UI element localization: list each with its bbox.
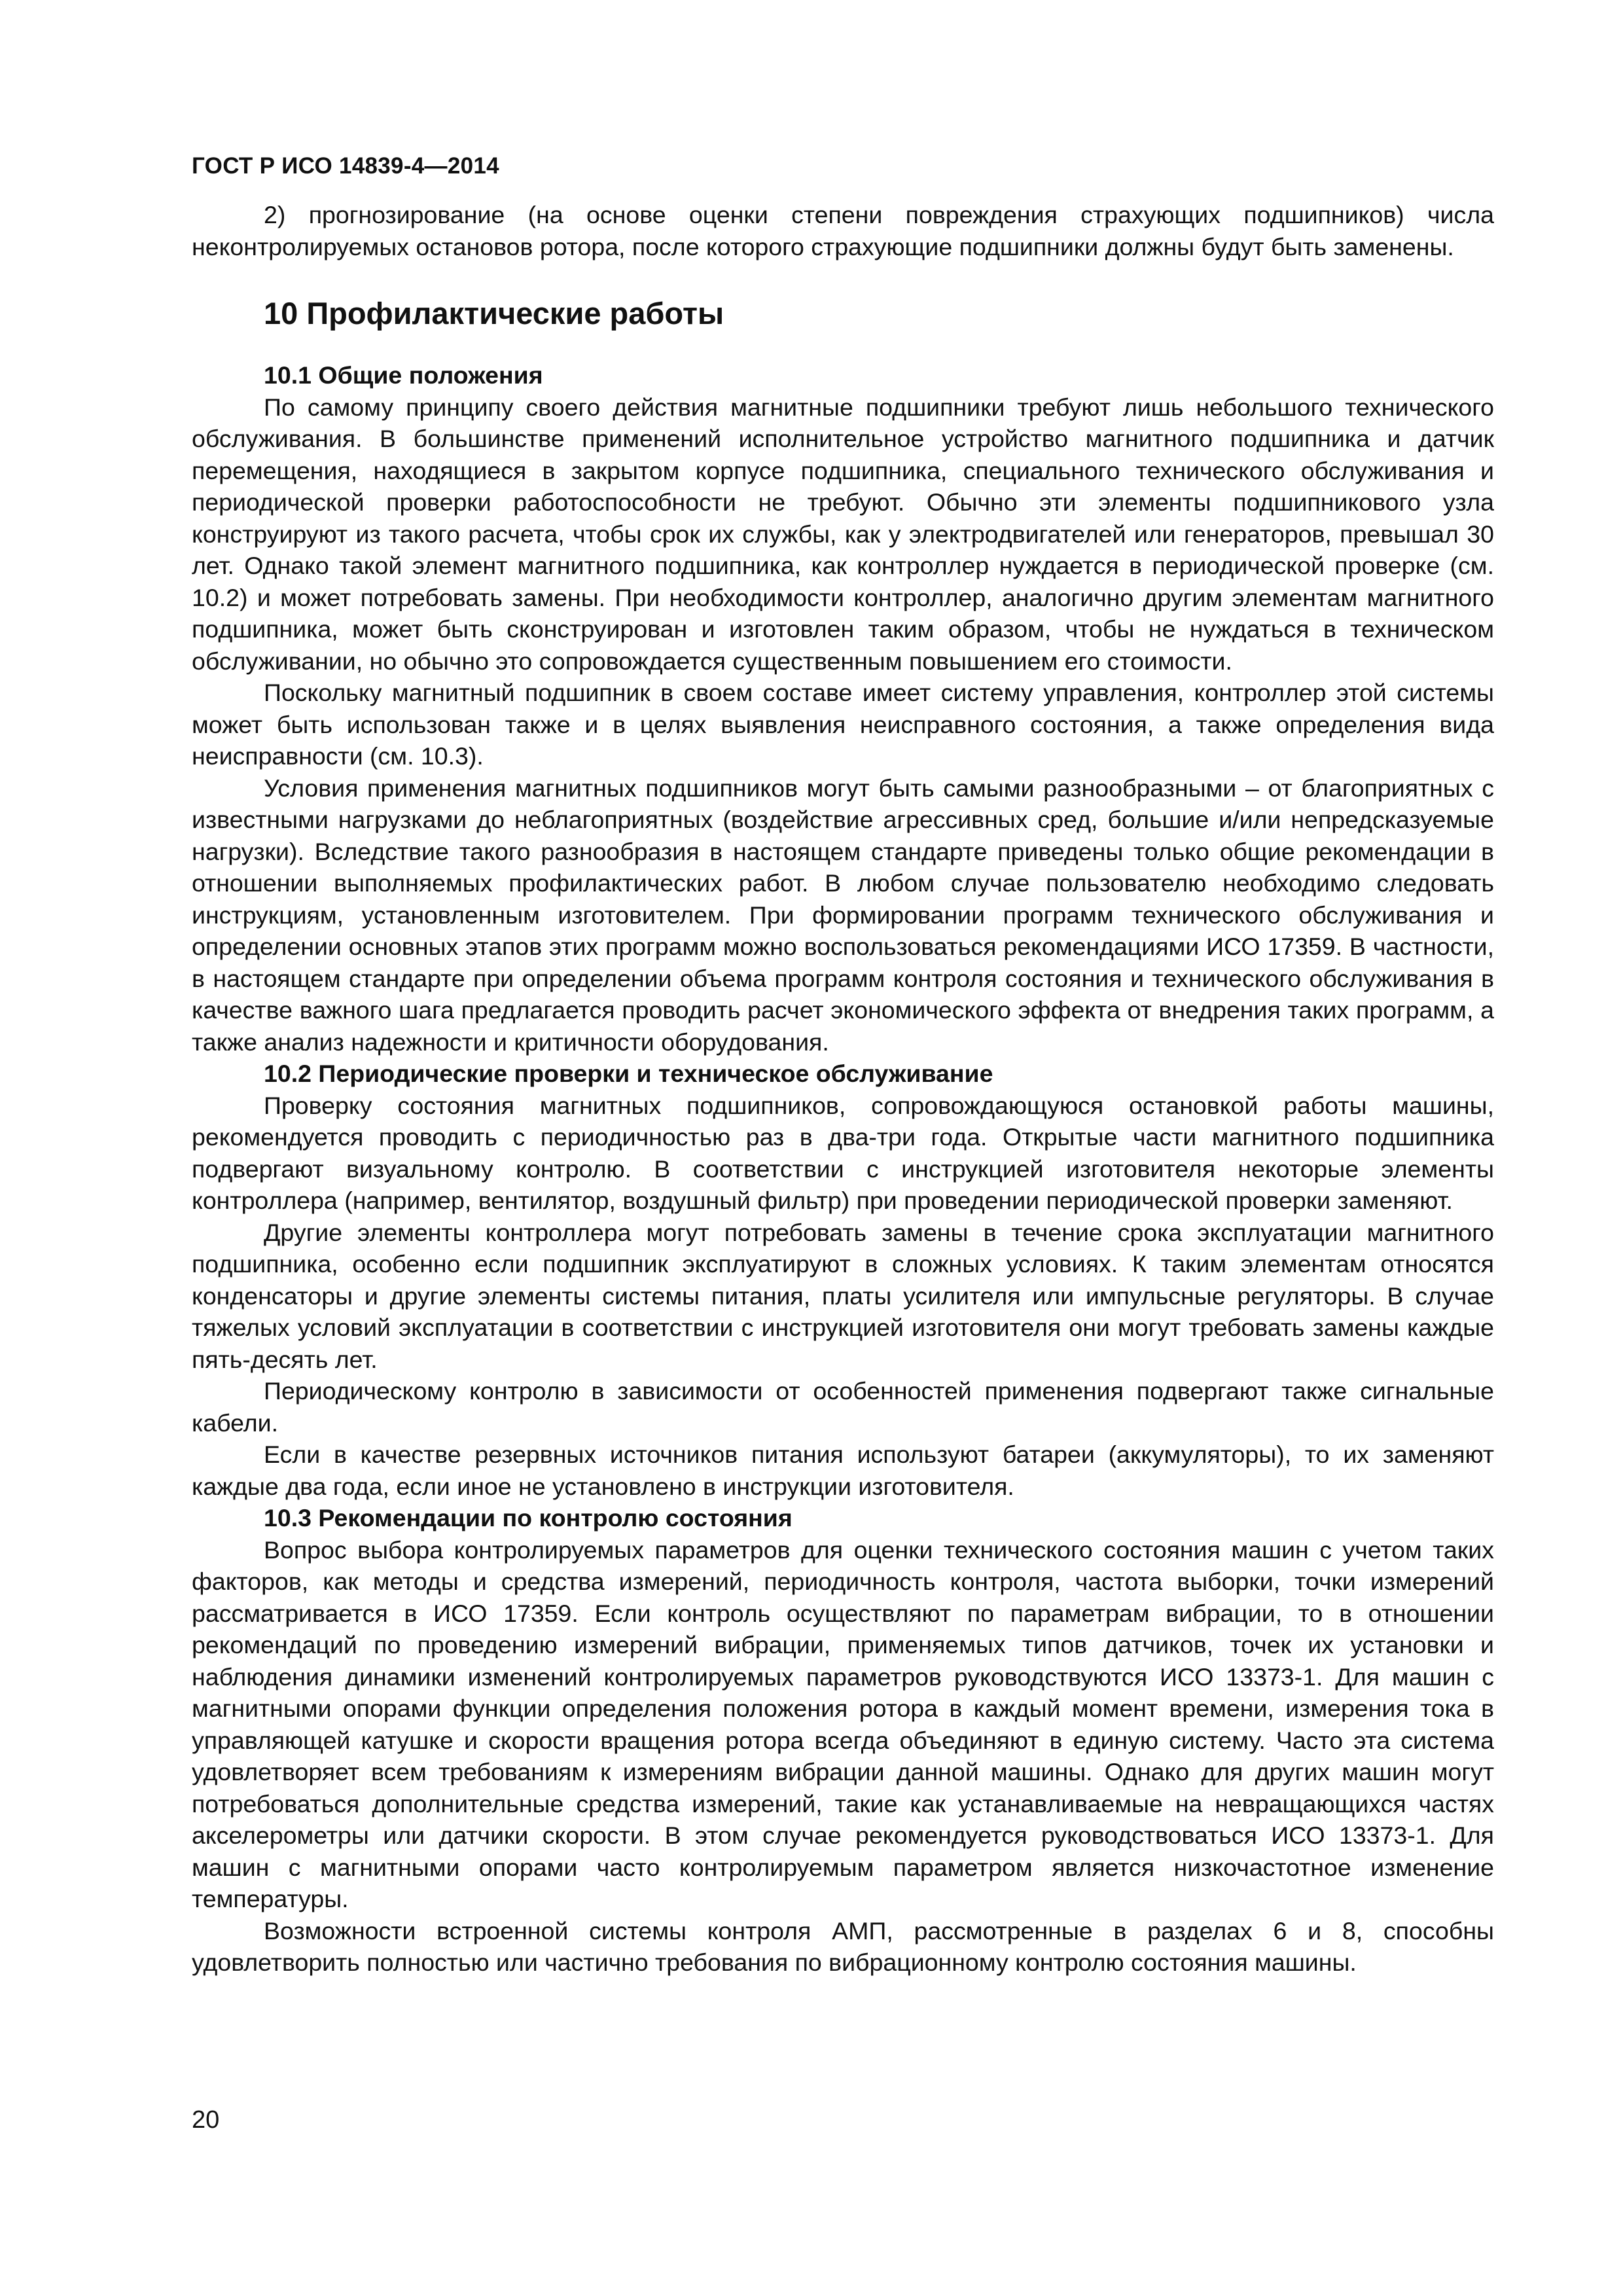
page-number: 20 [192,2106,220,2134]
paragraph: Периодическому контролю в зависимости от особенностей применения подвергают также сигнальные кабели. [192,1377,1494,1437]
paragraph: По самому принципу своего действия магнитные подшипники требуют лишь небольшого технического обслуживания. В большинстве применений исполнительное устройство магнитного подшипника и датчик перемещения, находящиеся в закрытом корпусе подшипника, специального технического обслуживания и периодической проверки работоспособности не требуют. Обычно эти элементы подшипникового узла конструируют из такого расчета, чтобы срок их службы, как у электродвигателей или генераторов, превышал 30 лет. Однако такой элемент магнитного подшипника, как контроллер нуждается в периодической проверке (см. 10.2) и может потребовать замены. При необходимости контроллер, аналогично другим элементам магнитного подшипника, может быть сконструирован и изготовлен таким образом, чтобы не нуждаться в техническом обслуживании, но обычно это сопровождается существенным повышением его стоимости. [192,393,1494,675]
paragraph: Проверку состояния магнитных подшипников, сопровождающуюся остановкой работы машины, рекомендуется проводить с периодичностью раз в два-три года. Открытые части магнитного подшипника подвергают визуальному контролю. В соответствии с инструкцией изготовителя некоторые элементы контроллера (например, вентилятор, воздушный фильтр) при проведении периодической проверки заменяют. [192,1091,1494,1214]
intro-paragraph: 2) прогнозирование (на основе оценки степени повреждения страхующих подшипников) числа неконтролируемых остановов ротора, после которого страхующие подшипники должны будут быть заменены. [192,201,1494,260]
paragraph: Возможности встроенной системы контроля АМП, рассмотренные в разделах 6 и 8, способны удовлетворить полностью или частично требования по вибрационному контролю состояния машины. [192,1916,1494,1976]
subsection-title-periodic-checks: 10.2 Периодические проверки и техническое обслуживание [264,1060,993,1087]
standard-code-header: ГОСТ Р ИСО 14839-4—2014 [192,153,499,179]
subsection-title-condition-monitoring: 10.3 Рекомендации по контролю состояния [264,1504,793,1532]
paragraph: Поскольку магнитный подшипник в своем составе имеет систему управления, контроллер этой системы может быть использован также и в целях выявления неисправного состояния, а также определения вида неисправности (см. 10.3). [192,679,1494,770]
paragraph: Другие элементы контроллера могут потребовать замены в течение срока эксплуатации магнитного подшипника, особенно если подшипник эксплуатируют в сложных условиях. К таким элементам относятся конденсаторы и другие элементы системы питания, платы усилителя или импульсные регуляторы. В случае тяжелых условий эксплуатации в соответствии с инструкцией изготовителя они могут требовать замены каждые пять-десять лет. [192,1218,1494,1373]
paragraph: Вопрос выбора контролируемых параметров для оценки технического состояния машин с учетом таких факторов, как методы и средства измерений, периодичность контроля, частота выборки, точки измерений рассматривается в ИСО 17359. Если контроль осуществляют по параметрам вибрации, то в отношении рекомендаций по проведению измерений вибрации, применяемых типов датчиков, точек их установки и наблюдения динамики изменений контролируемых параметров руководствуются ИСО 13373-1. Для машин с магнитными опорами функции определения положения ротора в каждый момент времени, измерения тока в управляющей катушке и скорости вращения ротора всегда объединяют в единую систему. Часто эта система удовлетворяет всем требованиям к измерениям вибрации данной машины. Однако для других машин могут потребоваться дополнительные средства измерений, такие как устанавливаемые на невращающихся частях акселерометры или датчики скорости. В этом случае рекомендуется руководствоваться ИСО 13373-1. Для машин с магнитными опорами часто контролируемым параметром является низкочастотное изменение температуры. [192,1535,1494,1912]
paragraph: Если в качестве резервных источников питания используют батареи (аккумуляторы), то их заменяют каждые два года, если иное не установлено в инструкции изготовителя. [192,1441,1494,1500]
paragraph: Условия применения магнитных подшипников могут быть самыми разнообразными – от благоприятных с известными нагрузками до неблагоприятных (воздействие агрессивных сред, большие и/или непредсказуемые нагрузки). Вследствие такого разнообразия в настоящем стандарте приведены только общие рекомендации в отношении выполняемых профилактических работ. В любом случае пользователю необходимо следовать инструкциям, установленным изготовителем. При формировании программ технического обслуживания и определении основных этапов этих программ можно воспользоваться рекомендациями ИСО 17359. В частности, в настоящем стандарте при определении объема программ контроля состояния и технического обслуживания в качестве важного шага предлагается проводить расчет экономического эффекта от внедрения таких программ, а также анализ надежности и критичности оборудования. [192,774,1494,1056]
subsection-title-general: 10.1 Общие положения [264,361,543,389]
section-title: 10 Профилактические работы [264,296,724,331]
page-content [192,199,1494,1979]
